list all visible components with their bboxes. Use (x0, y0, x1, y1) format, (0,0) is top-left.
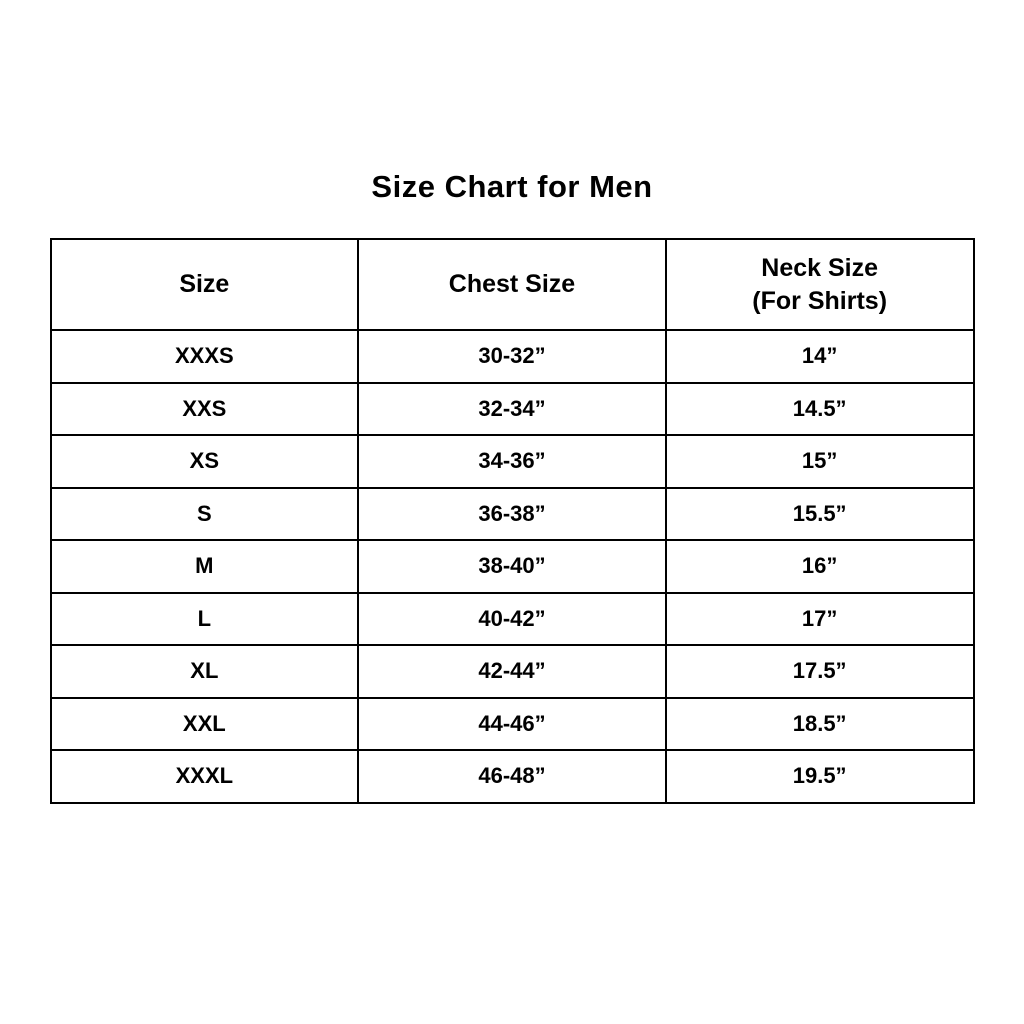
table-row (51, 435, 974, 488)
cell-neck-size: 18.5” (666, 698, 974, 751)
cell-neck-size: 15” (666, 435, 974, 488)
table-row (51, 750, 974, 803)
cell-size: M (51, 540, 359, 593)
size-chart-table (50, 238, 975, 804)
cell-size: XL (51, 645, 359, 698)
cell-size: XXL (51, 698, 359, 751)
cell-size: XXXS (51, 330, 359, 383)
table-row (51, 645, 974, 698)
header-chest-size: Chest Size (358, 239, 666, 330)
table-row (51, 488, 974, 541)
table-body (51, 330, 974, 803)
cell-size: XXS (51, 383, 359, 436)
cell-chest-size: 46-48” (358, 750, 666, 803)
table-row (51, 330, 974, 383)
cell-neck-size: 15.5” (666, 488, 974, 541)
header-size: Size (51, 239, 359, 330)
cell-chest-size: 44-46” (358, 698, 666, 751)
cell-chest-size: 42-44” (358, 645, 666, 698)
table-row (51, 540, 974, 593)
cell-neck-size: 17” (666, 593, 974, 646)
table-row (51, 698, 974, 751)
page-title: Size Chart for Men (371, 169, 653, 204)
cell-neck-size: 19.5” (666, 750, 974, 803)
table-header (51, 239, 974, 330)
cell-neck-size: 16” (666, 540, 974, 593)
cell-chest-size: 38-40” (358, 540, 666, 593)
cell-chest-size: 34-36” (358, 435, 666, 488)
cell-chest-size: 32-34” (358, 383, 666, 436)
cell-chest-size: 40-42” (358, 593, 666, 646)
cell-chest-size: 30-32” (358, 330, 666, 383)
cell-size: XS (51, 435, 359, 488)
cell-neck-size: 14.5” (666, 383, 974, 436)
cell-size: L (51, 593, 359, 646)
table-row (51, 593, 974, 646)
cell-neck-size: 17.5” (666, 645, 974, 698)
header-neck-size-line1: Neck Size (761, 254, 879, 283)
header-row (51, 239, 974, 330)
header-neck-size-line2: (For Shirts) (752, 286, 888, 315)
cell-neck-size: 14” (666, 330, 974, 383)
cell-size: S (51, 488, 359, 541)
cell-chest-size: 36-38” (358, 488, 666, 541)
header-neck-size (666, 239, 974, 330)
cell-size: XXXL (51, 750, 359, 803)
table-row (51, 383, 974, 436)
